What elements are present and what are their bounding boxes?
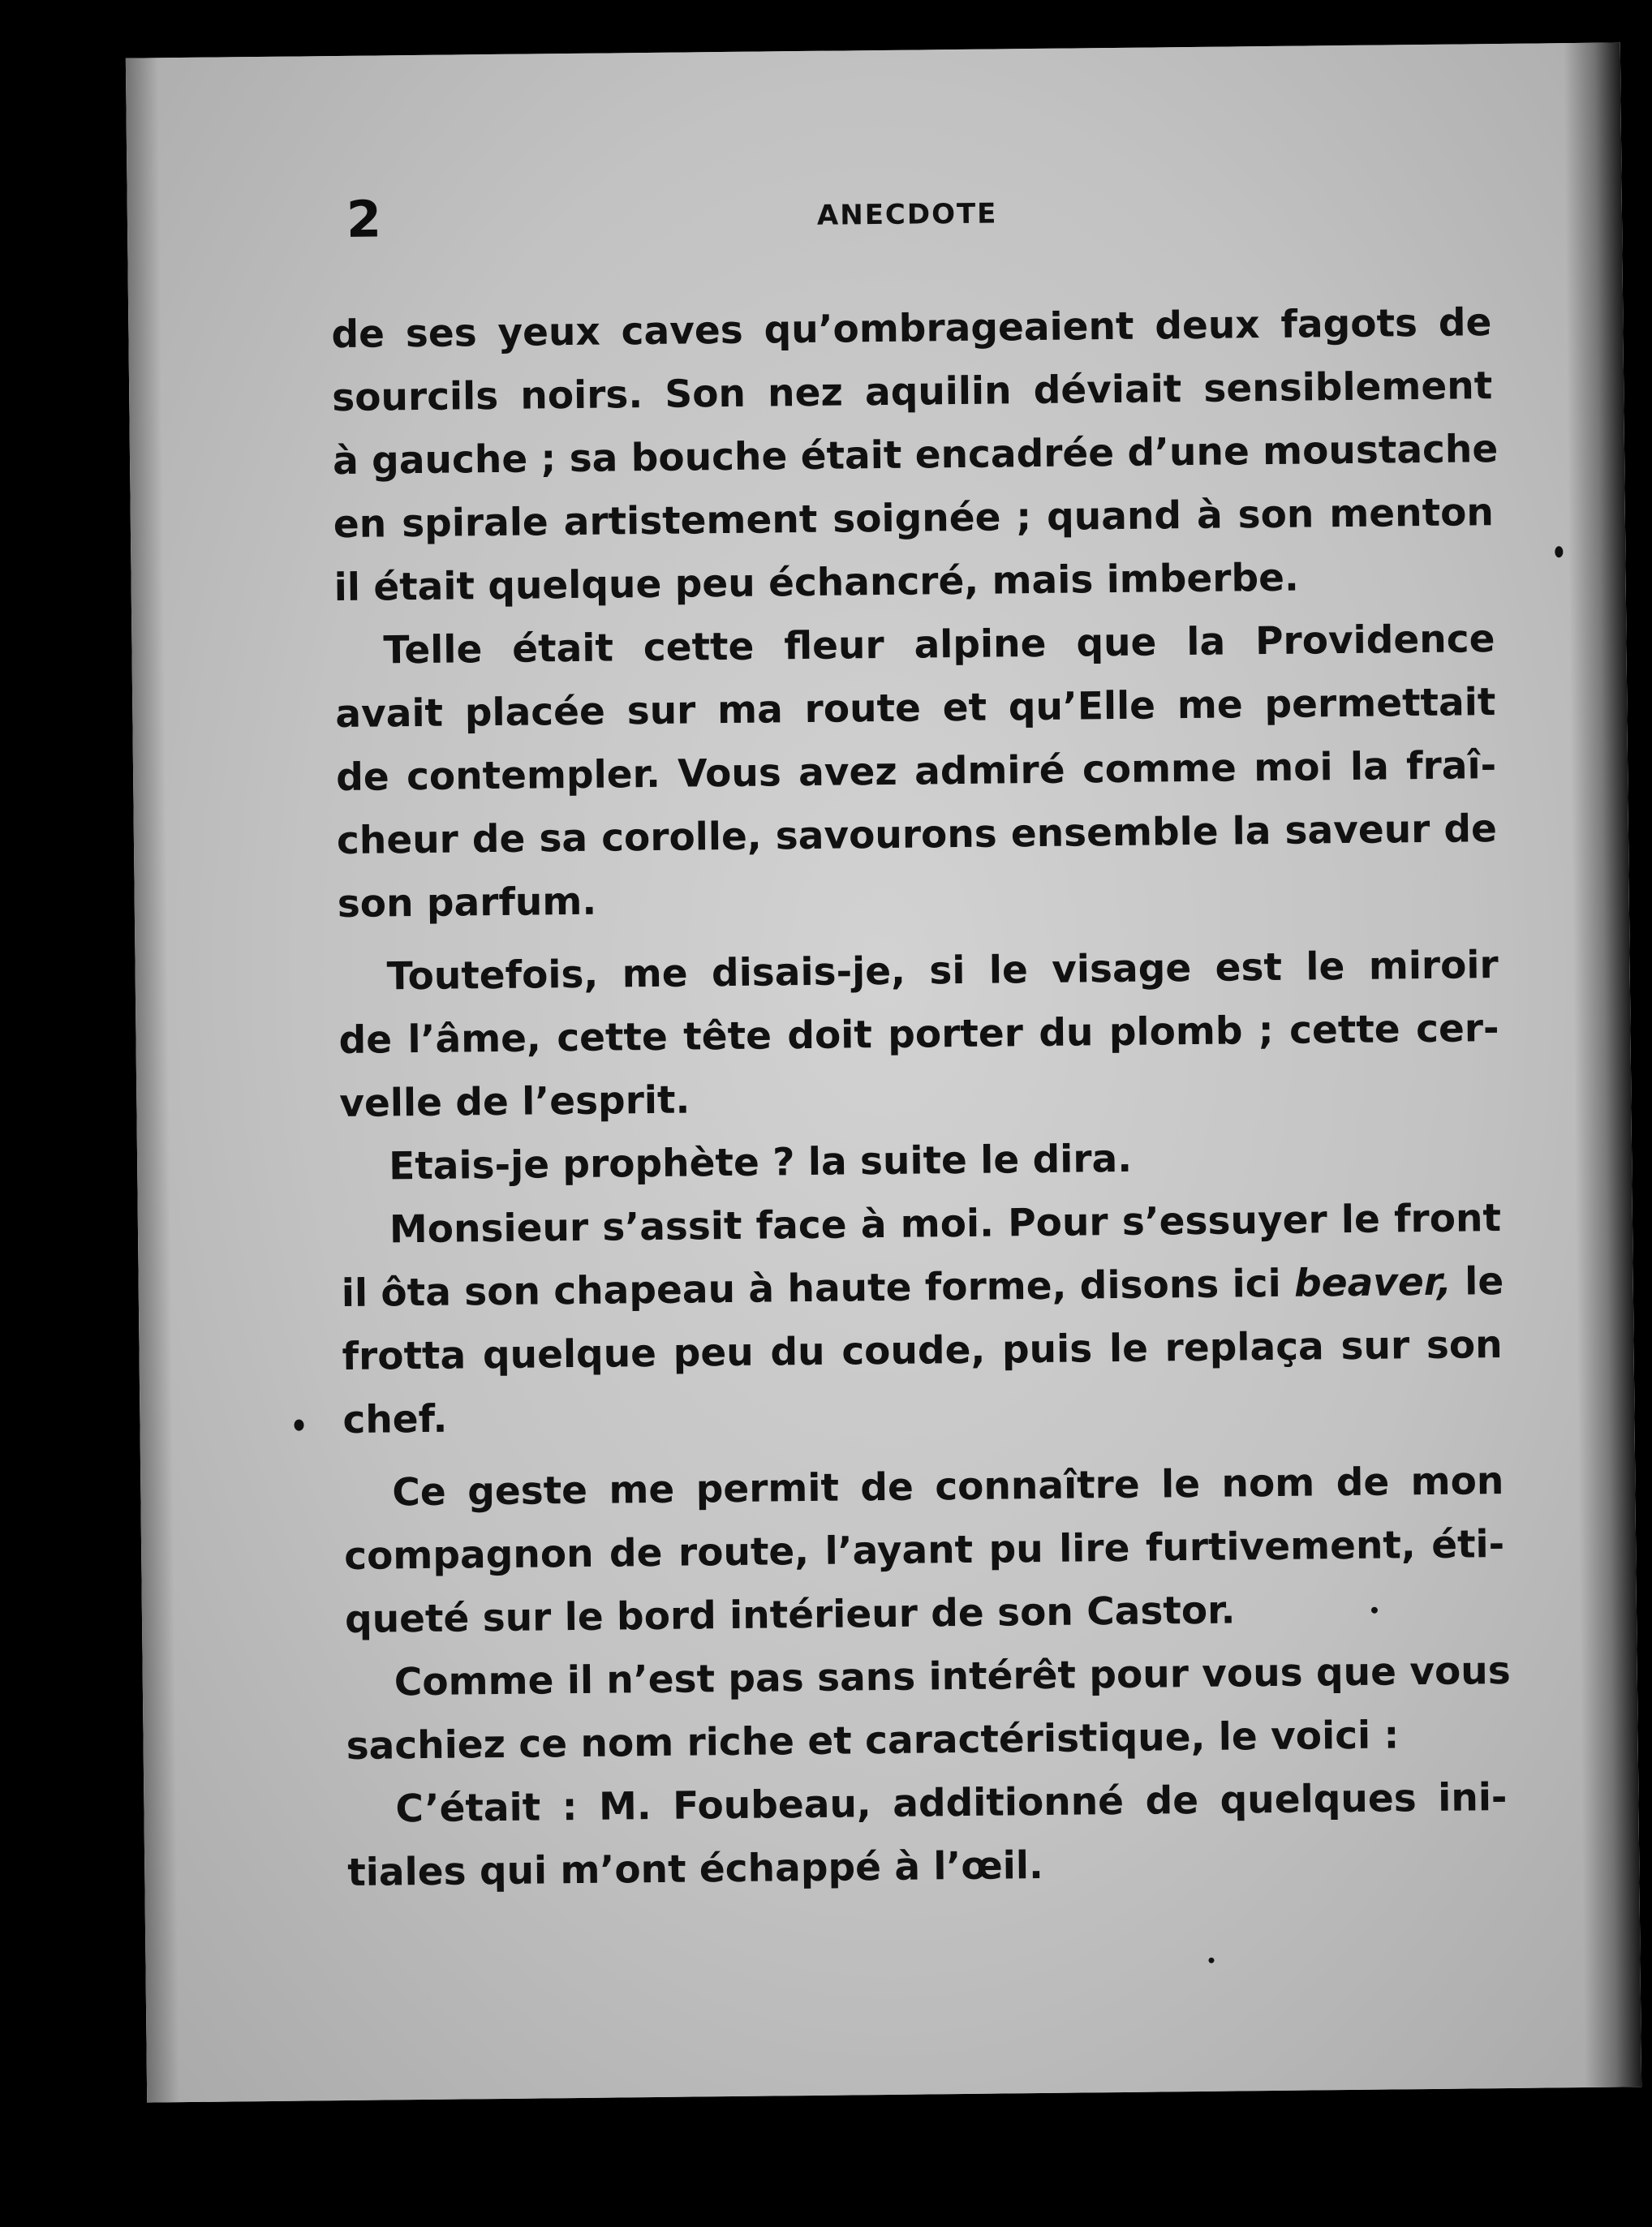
text-line: queté sur le bord intérieur de son Castor.	[344, 1588, 1236, 1642]
text-line: de l’âme, cette tête doit porter du plomb ; cette cer-	[338, 1006, 1499, 1064]
text-line: de contempler. Vous avez admiré comme moi la fraî-	[335, 743, 1497, 801]
text-segment: il ôta son chapeau à haute forme, disons ici	[341, 1261, 1281, 1317]
text-line: à gauche ; sa bouche était encadrée d’une moustache	[332, 427, 1499, 484]
running-head	[346, 178, 1525, 255]
page-shadow-left	[126, 58, 179, 2102]
text-line: chef.	[342, 1396, 448, 1443]
text-line: cheur de sa corolle, savourons ensemble la saveur de	[336, 806, 1498, 864]
scan-speck	[1371, 1607, 1378, 1614]
body-text	[331, 291, 1511, 1905]
text-line: frotta quelque peu du coude, puis le replaça sur son	[342, 1322, 1503, 1380]
running-title: ANECDOTE	[816, 197, 998, 232]
text-line: de ses yeux caves qu’ombrageaient deux fagots de	[331, 300, 1492, 358]
text-line: sachiez ce nom riche et caractéristique, le voici :	[346, 1713, 1400, 1769]
scan-speck	[1555, 546, 1563, 557]
text-line: avait placée sur ma route et qu’Elle me permettait	[335, 680, 1496, 737]
italic-word: beaver,	[1293, 1259, 1452, 1306]
text-line: C’était : M. Foubeau, additionné de quelques ini-	[395, 1775, 1508, 1832]
text-line: son parfum.	[337, 879, 597, 927]
text-line: il était quelque peu échancré, mais imberbe.	[333, 555, 1300, 611]
text-line: sourcils noirs. Son nez aquilin déviait sensiblement	[331, 363, 1493, 421]
page-shadow-right	[1564, 42, 1641, 2087]
text-line: Monsieur s’assit face à moi. Pour s’essuyer le front	[389, 1196, 1502, 1253]
text-line	[341, 1250, 1502, 1326]
text-line: Toutefois, me disais-je, si le visage est le miroir	[386, 943, 1499, 1000]
text-line: Etais-je prophète ? la suite le dira.	[388, 1136, 1133, 1189]
text-line: en spirale artistement soignée ; quand à son menton	[333, 490, 1495, 548]
text-line: Telle était cette fleur alpine que la Providence	[383, 617, 1495, 673]
text-segment: le	[1464, 1259, 1504, 1305]
scan-speck	[1208, 1958, 1214, 1963]
text-line: compagnon de route, l’ayant pu lire furtivement, éti-	[343, 1522, 1505, 1579]
text-line: tiales qui m’ont échappé à l’œil.	[347, 1842, 1044, 1895]
book-page	[126, 42, 1641, 2102]
text-line: velle de l’esprit.	[339, 1077, 690, 1127]
text-line: Comme il n’est pas sans intérêt pour vous que vous	[394, 1648, 1511, 1705]
page-number: 2	[346, 189, 382, 249]
scan-speck	[294, 1420, 303, 1431]
text-line: Ce geste me permit de connaître le nom de mon	[392, 1459, 1504, 1515]
